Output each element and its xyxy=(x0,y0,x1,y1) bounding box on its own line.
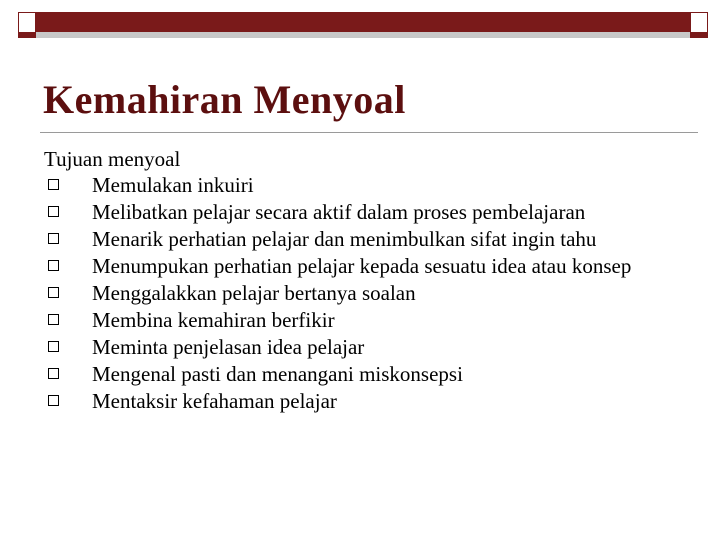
square-bullet-icon xyxy=(48,260,59,271)
header-block-small xyxy=(18,12,36,38)
list-item xyxy=(44,283,694,304)
square-bullet-icon xyxy=(48,179,59,190)
header-block-small xyxy=(690,12,708,38)
list-item-text: Memulakan inkuiri xyxy=(92,173,254,197)
list-item-text: Mentaksir kefahaman pelajar xyxy=(92,389,337,413)
slide-title: Kemahiran Menyoal xyxy=(43,77,406,122)
slide-body xyxy=(44,146,694,418)
header-banner xyxy=(18,12,708,38)
list-item xyxy=(44,391,694,412)
list-item-text: Mengenal pasti dan menangani miskonsepsi xyxy=(92,362,463,386)
bullet-list xyxy=(44,175,694,412)
list-item xyxy=(44,337,694,358)
list-item xyxy=(44,256,694,277)
list-item-text: Menumpukan perhatian pelajar kepada sesuatu idea atau konsep xyxy=(92,254,632,278)
list-item xyxy=(44,202,694,223)
list-item xyxy=(44,310,694,331)
list-item-text: Meminta penjelasan idea pelajar xyxy=(92,335,365,359)
square-bullet-icon xyxy=(48,368,59,379)
list-item-text: Menggalakkan pelajar bertanya soalan xyxy=(92,281,416,305)
square-bullet-icon xyxy=(48,341,59,352)
intro-text: Tujuan menyoal xyxy=(44,147,181,171)
title-divider xyxy=(40,132,698,133)
square-bullet-icon xyxy=(48,314,59,325)
square-bullet-icon xyxy=(48,395,59,406)
list-item xyxy=(44,229,694,250)
header-block-main xyxy=(36,12,690,38)
square-bullet-icon xyxy=(48,233,59,244)
list-item-text: Menarik perhatian pelajar dan menimbulkan sifat ingin tahu xyxy=(92,227,597,251)
list-item-text: Melibatkan pelajar secara aktif dalam proses pembelajaran xyxy=(92,200,586,224)
list-item xyxy=(44,364,694,385)
list-item-text: Membina kemahiran berfikir xyxy=(92,308,335,332)
square-bullet-icon xyxy=(48,206,59,217)
list-item xyxy=(44,175,694,196)
square-bullet-icon xyxy=(48,287,59,298)
